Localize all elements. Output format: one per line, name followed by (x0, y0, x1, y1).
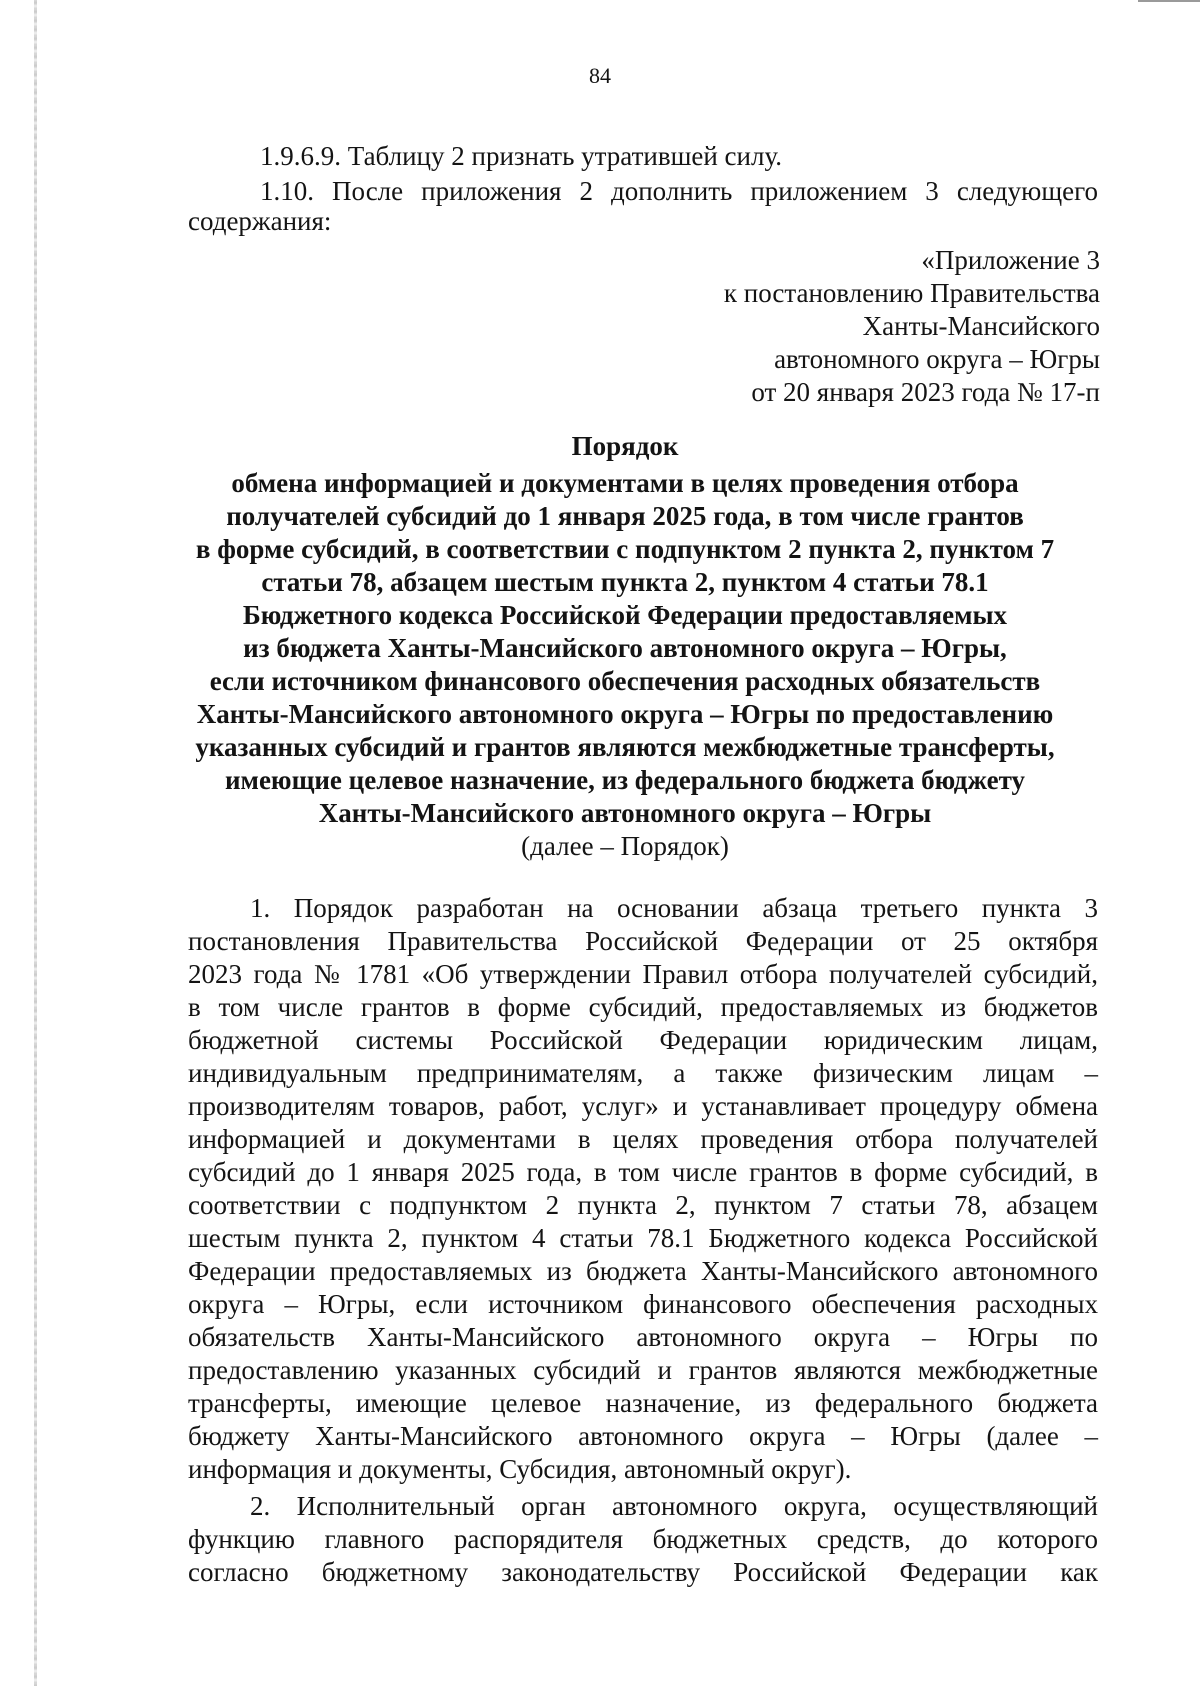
title-line-3: в форме субсидий, в соответствии с подпунктом 2 пункта 2, пунктом 7 (195, 534, 1055, 564)
title-line-5: Бюджетного кодекса Российской Федерации предоставляемых (242, 600, 1008, 630)
title-line-8: Ханты-Мансийского автономного округа – Югры по предоставлению (196, 699, 1054, 729)
annex-line-5: от 20 января 2023 года № 17-п (751, 377, 1100, 407)
para1-line-8: информацией и документами в целях проведения отбора получателей (188, 1124, 1098, 1154)
intro-line-2: 1.10. После приложения 2 дополнить приложением 3 следующего (260, 176, 1098, 206)
para1-line-14: обязательств Ханты-Мансийского автономного округа – Югры по (188, 1322, 1098, 1352)
para2-line-1: 2. Исполнительный орган автономного округа, осуществляющий (250, 1491, 1098, 1521)
title-line-4: статьи 78, абзацем шестым пункта 2, пунктом 4 статьи 78.1 (261, 567, 989, 597)
title-line-1: обмена информацией и документами в целях проведения отбора (231, 468, 1019, 498)
scan-corner-mark (1138, 0, 1200, 2)
title-subtitle: (далее – Порядок) (521, 831, 729, 861)
page-number: 84 (589, 63, 611, 88)
para1-line-2: постановления Правительства Российской Федерации от 25 октября (188, 926, 1098, 956)
intro-line-1: 1.9.6.9. Таблицу 2 признать утратившей силу. (260, 141, 782, 171)
annex-line-3: Ханты-Мансийского (862, 311, 1100, 341)
para1-line-9: субсидий до 1 января 2025 года, в том числе грантов в форме субсидий, в (188, 1157, 1098, 1187)
para2-line-2: функцию главного распорядителя бюджетных средств, до которого (188, 1524, 1098, 1554)
para1-line-4: в том числе грантов в форме субсидий, предоставляемых из бюджетов (188, 992, 1098, 1022)
para1-line-10: соответствии с подпунктом 2 пункта 2, пунктом 7 статьи 78, абзацем (188, 1190, 1098, 1220)
title-heading: Порядок (571, 431, 679, 461)
annex-line-2: к постановлению Правительства (723, 278, 1100, 308)
intro-line-3: содержания: (188, 206, 332, 236)
para1-line-5: бюджетной системы Российской Федерации юридическим лицам, (188, 1025, 1098, 1055)
title-line-10: имеющие целевое назначение, из федерального бюджета бюджету (225, 765, 1025, 795)
para1-line-3: 2023 года № 1781 «Об утверждении Правил отбора получателей субсидий, (188, 959, 1098, 989)
title-line-9: указанных субсидий и грантов являются межбюджетные трансферты, (195, 732, 1055, 762)
annex-line-4: автономного округа – Югры (774, 344, 1100, 374)
annex-line-1: «Приложение 3 (921, 245, 1100, 275)
para1-last-line: информация и документы, Субсидия, автономный округ). (188, 1454, 852, 1484)
para1-line-15: предоставлению указанных субсидий и грантов являются межбюджетные (188, 1355, 1098, 1385)
para2-line-3: согласно бюджетному законодательству Российской Федерации как (188, 1557, 1098, 1587)
title-line-6: из бюджета Ханты-Мансийского автономного округа – Югры, (243, 633, 1007, 663)
para1-line-11: шестым пункта 2, пунктом 4 статьи 78.1 Бюджетного кодекса Российской (188, 1223, 1098, 1253)
scan-edge-artifact (34, 0, 37, 1686)
para1-line-7: производителям товаров, работ, услуг» и устанавливает процедуру обмена (188, 1091, 1098, 1121)
para1-line-1: 1. Порядок разработан на основании абзаца третьего пункта 3 (250, 893, 1098, 923)
title-line-2: получателей субсидий до 1 января 2025 года, в том числе грантов (226, 501, 1024, 531)
title-line-11: Ханты-Мансийского автономного округа – Югры (318, 798, 932, 828)
para1-line-17: бюджету Ханты-Мансийского автономного округа – Югры (далее – (188, 1421, 1098, 1451)
para1-line-12: Федерации предоставляемых из бюджета Ханты-Мансийского автономного (188, 1256, 1098, 1286)
title-line-7: если источником финансового обеспечения расходных обязательств (209, 666, 1041, 696)
para1-line-13: округа – Югры, если источником финансового обеспечения расходных (188, 1289, 1098, 1319)
para1-line-6: индивидуальным предпринимателям, а также физическим лицам – (188, 1058, 1098, 1088)
para1-line-16: трансферты, имеющие целевое назначение, из федерального бюджета (188, 1388, 1098, 1418)
